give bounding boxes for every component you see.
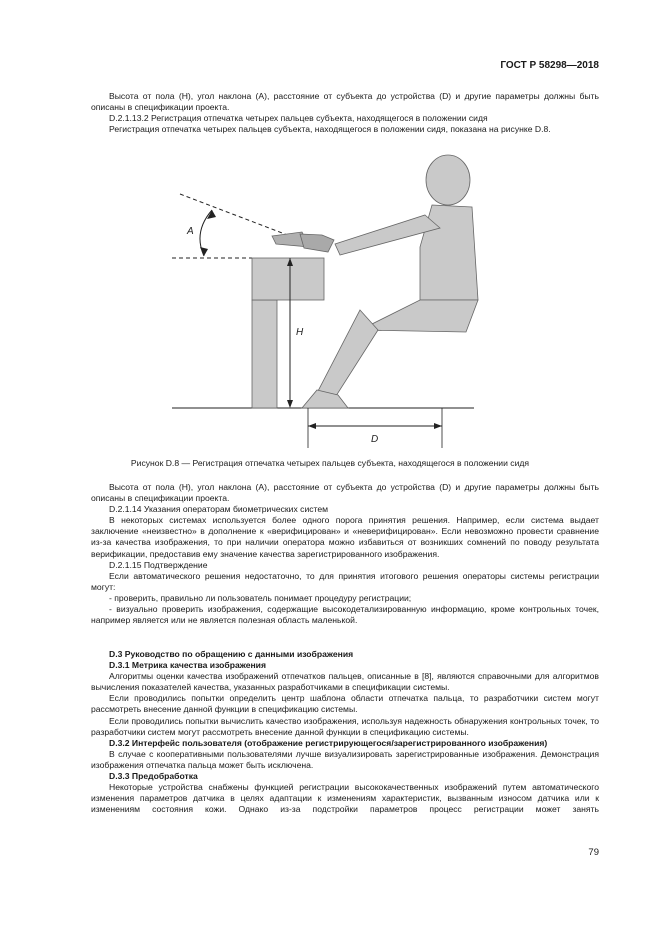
person-head — [426, 155, 470, 205]
list-item: - проверить, правильно ли пользователь понимает процедуру регистрации; — [109, 592, 412, 603]
paragraph: Алгоритмы оценки качества изображений отпечатков пальцев, описанные в [8], являются справочными для алгоритмов вычисления показателей качества, указанных разработчиками в спецификации системы. — [91, 671, 599, 693]
paragraph: Если проводились попытки определить центр шаблона области отпечатка пальца, то разработчики систем могут рассмотреть внесение данной функции в спецификацию системы. — [91, 693, 599, 715]
subsection-heading: D.2.1.14 Указания операторам биометрических систем — [109, 504, 329, 515]
figure-d8 — [160, 150, 490, 450]
subsection-heading: D.3.3 Предобработка — [109, 771, 198, 782]
subsection-heading: D.3.1 Метрика качества изображения — [109, 660, 266, 671]
paragraph: Высота от пола (H), угол наклона (A), расстояние от субъекта до устройства (D) и другие параметры должны быть описаны в спецификации проекта. — [91, 91, 599, 113]
subsection-heading: D.2.1.15 Подтверждение — [109, 559, 208, 570]
person-foot — [302, 390, 348, 408]
subsection-heading: D.2.1.13.2 Регистрация отпечатка четырех пальцев субъекта, находящегося в положении сидя — [109, 113, 488, 124]
paragraph: В некоторых системах используется более одного порога принятия решения. Например, если система выдает заключение «неизвестно» в дополнение к «верифицирован» и «неверифицирован». Если невозможно провести сравнение из-за качества изображения, то при наличии оператора можно избавиться от возникших сомнений по поводу результата верификации, предоставив ему значение качества зарегистрированного изображения. — [91, 515, 599, 559]
paragraph: Если автоматического решения недостаточно, то для принятия итогового решения операторы системы регистрации могут: — [91, 570, 599, 592]
label-a: A — [187, 226, 194, 237]
desk-leg — [252, 300, 277, 408]
paragraph: Некоторые устройства снабжены функцией регистрации высококачественных изображений путем автоматического изменения параметров датчика в целях адаптации к изменениям характеристик, вызванным износом датчика или к изменениям состояния кожи. Однако из-за подстройки параметров процесс регистрации может занять — [91, 782, 599, 815]
label-d: D — [371, 434, 379, 445]
person-shin — [317, 310, 378, 396]
label-h: H — [296, 327, 304, 338]
document-header: ГОСТ Р 58298—2018 — [500, 60, 599, 71]
person-thigh — [360, 300, 478, 332]
list-item: - визуально проверить изображения, содержащие высокодетализированную информацию, кроме контрольных точек, например является или не является полезная область маленькой. — [91, 604, 599, 626]
section-heading: D.3 Руководство по обращению с данными изображения — [109, 649, 354, 659]
subsection-heading: D.3.2 Интерфейс пользователя (отображение регистрирующегося/зарегистрированного изображения) — [109, 737, 548, 748]
tilt-line — [180, 194, 290, 236]
paragraph: В случае с кооперативными пользователями лучше визуализировать зарегистрированные изображения. Демонстрация изображения отпечатка пальца может быть исключена. — [91, 748, 599, 770]
person-hand — [300, 234, 334, 252]
image-handling-section — [91, 649, 599, 815]
operator-guidance-block — [91, 482, 599, 626]
paragraph: Если проводились попытки вычислить качество изображения, используя надежность обнаружения контрольных точек, то разработчики систем могут рассмотреть внесение данной функции в спецификацию системы. — [91, 715, 599, 737]
paragraph: Регистрация отпечатка четырех пальцев субъекта, находящегося в положении сидя, показана на рисунке D.8. — [109, 124, 551, 135]
page-number: 79 — [588, 847, 599, 858]
intro-block — [91, 91, 599, 135]
paragraph: Высота от пола (H), угол наклона (A), расстояние от субъекта до устройства (D) и другие параметры должны быть описаны в спецификации проекта. — [91, 482, 599, 504]
figure-caption: Рисунок D.8 — Регистрация отпечатка четырех пальцев субъекта, находящегося в положении сидя — [130, 458, 530, 468]
